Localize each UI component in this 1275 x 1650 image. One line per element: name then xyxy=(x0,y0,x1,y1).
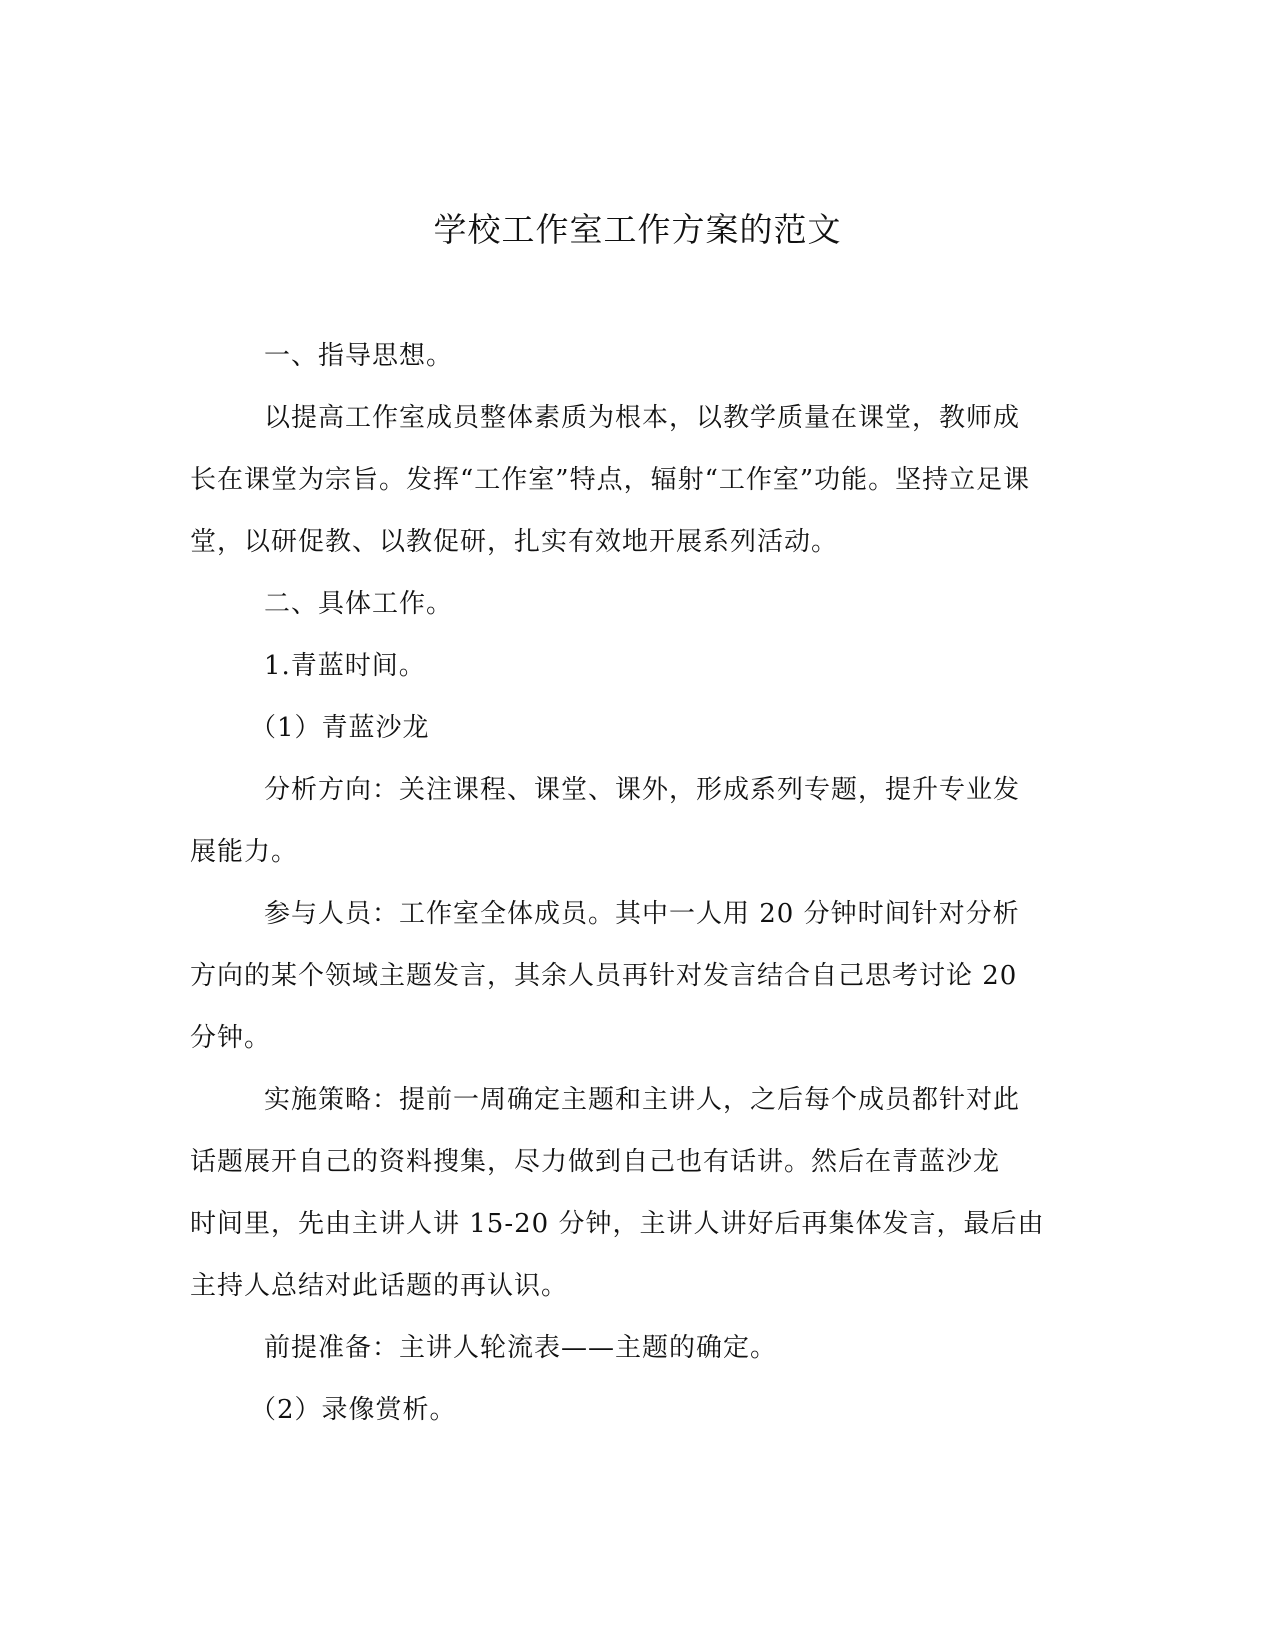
paragraph-analysis-direction xyxy=(190,759,1080,883)
paragraph-line: 展能力。 xyxy=(190,837,299,867)
paragraph-line: 话题展开自己的资料搜集，尽力做到自己也有话讲。然后在青蓝沙龙 xyxy=(190,1147,1001,1177)
paragraph-line: 时间里，先由主讲人讲 15-20 分钟，主讲人讲好后再集体发言，最后由 xyxy=(190,1209,1045,1239)
paragraph-line: 以提高工作室成员整体素质为根本，以教学质量在课堂，教师成 xyxy=(264,403,1021,433)
paragraph-line: 方向的某个领域主题发言，其余人员再针对发言结合自己思考讨论 20 xyxy=(190,961,1018,991)
paragraph-line: 堂，以研促教、以教促研，扎实有效地开展系列活动。 xyxy=(190,527,839,557)
paragraph-line: 前提准备：主讲人轮流表——主题的确定。 xyxy=(264,1333,778,1363)
document-body xyxy=(190,325,1080,1441)
paragraph-line: 参与人员：工作室全体成员。其中一人用 20 分钟时间针对分析 xyxy=(264,899,1020,929)
section-heading-specific-work xyxy=(190,573,1080,635)
subheading-video-analysis xyxy=(190,1379,1080,1441)
paragraph-line: 主持人总结对此话题的再认识。 xyxy=(190,1271,569,1301)
paragraph-line: （2）录像赏析。 xyxy=(250,1395,457,1425)
section-heading-guiding-ideology xyxy=(190,325,1080,387)
paragraph-line: 一、指导思想。 xyxy=(264,341,454,371)
paragraph-line: 1.青蓝时间。 xyxy=(264,651,426,681)
paragraph-line: 长在课堂为宗旨。发挥“工作室”特点，辐射“工作室”功能。坚持立足课 xyxy=(190,465,1031,495)
paragraph-guiding-ideology xyxy=(190,387,1080,573)
subheading-qinglan-time xyxy=(190,635,1080,697)
subheading-qinglan-salon xyxy=(190,697,1080,759)
paragraph-implementation-strategy xyxy=(190,1069,1080,1317)
paragraph-line: （1）青蓝沙龙 xyxy=(250,713,430,743)
paragraph-line: 二、具体工作。 xyxy=(264,589,454,619)
paragraph-line: 实施策略：提前一周确定主题和主讲人，之后每个成员都针对此 xyxy=(264,1085,1021,1115)
paragraph-preparation xyxy=(190,1317,1080,1379)
paragraph-line: 分钟。 xyxy=(190,1023,272,1053)
document-title: 学校工作室工作方案的范文 xyxy=(433,210,842,249)
paragraph-participants xyxy=(190,883,1080,1069)
paragraph-line: 分析方向：关注课程、课堂、课外，形成系列专题，提升专业发 xyxy=(264,775,1021,805)
